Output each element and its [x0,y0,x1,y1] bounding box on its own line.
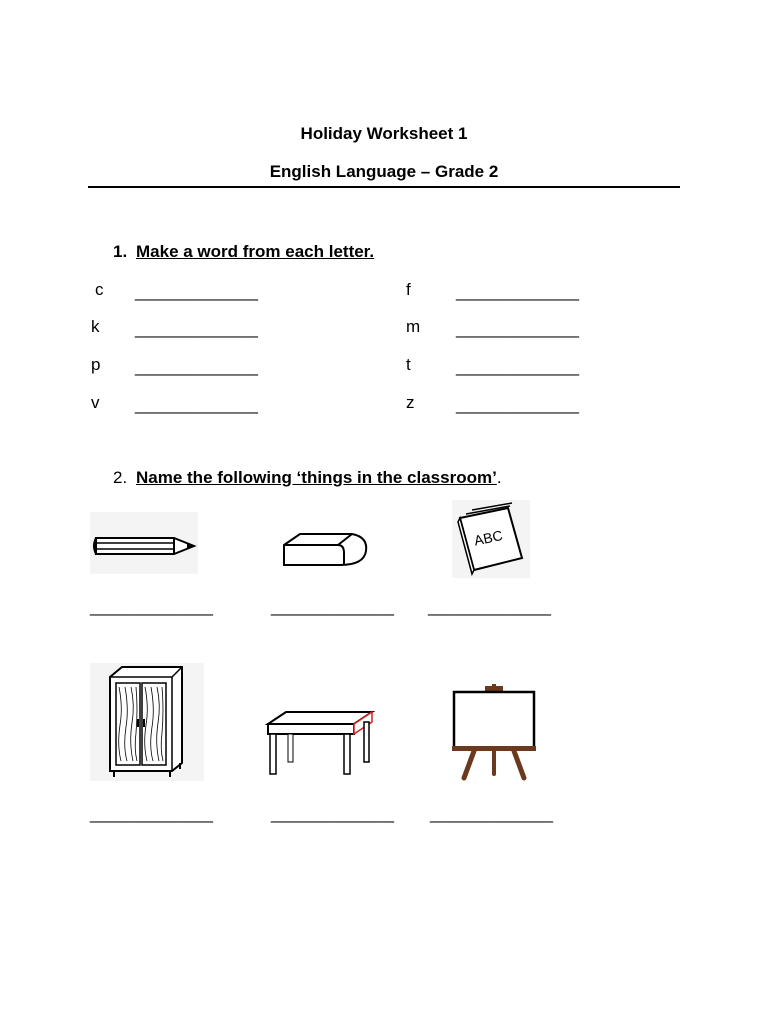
answer-blank-table[interactable]: _____________ [271,804,394,823]
letter-t: t [406,355,411,374]
pencil-picture [90,512,198,574]
question-2-instruction: Name the following ‘things in the classroom’ [136,468,497,487]
question-1-number: 1. [113,242,128,261]
letter-m: m [406,317,421,336]
table-picture [264,702,382,780]
answer-blank-f[interactable]: _____________ [456,282,579,301]
easel-picture [448,684,540,784]
question-1-instruction: Make a word from each letter. [136,242,375,261]
book-picture [452,500,530,578]
cupboard-icon [90,663,204,781]
letter-v: v [91,393,100,412]
answer-blank-z[interactable]: _____________ [456,395,579,414]
answer-blank-pencil[interactable]: _____________ [90,597,213,616]
easel-whiteboard-icon [448,684,540,784]
table-icon [264,702,382,780]
question-2-heading [136,468,502,488]
eraser-icon [278,525,370,571]
answer-blank-p[interactable]: _____________ [135,357,258,376]
worksheet-subtitle: English Language – Grade 2 [269,162,499,181]
header-divider [88,186,680,188]
answer-blank-t[interactable]: _____________ [456,357,579,376]
pencil-icon [90,512,198,574]
book-icon [452,500,530,578]
answer-blank-cupboard[interactable]: _____________ [90,804,213,823]
letter-p: p [91,355,101,374]
answer-blank-eraser[interactable]: _____________ [271,597,394,616]
letter-k: k [91,317,100,336]
answer-blank-book[interactable]: _____________ [428,597,551,616]
question-2-period: . [496,468,502,487]
worksheet-title: Holiday Worksheet 1 [300,124,468,143]
eraser-picture [278,525,370,571]
book-label: ABC [472,526,505,549]
letter-f: f [406,280,411,299]
cupboard-picture [90,663,204,781]
answer-blank-k[interactable]: _____________ [135,319,258,338]
letter-z: z [406,393,415,412]
answer-blank-v[interactable]: _____________ [135,395,258,414]
answer-blank-c[interactable]: _____________ [135,282,258,301]
answer-blank-m[interactable]: _____________ [456,319,579,338]
letter-c: c [95,280,104,299]
question-2-number: 2. [113,468,128,487]
answer-blank-easel[interactable]: _____________ [430,804,553,823]
